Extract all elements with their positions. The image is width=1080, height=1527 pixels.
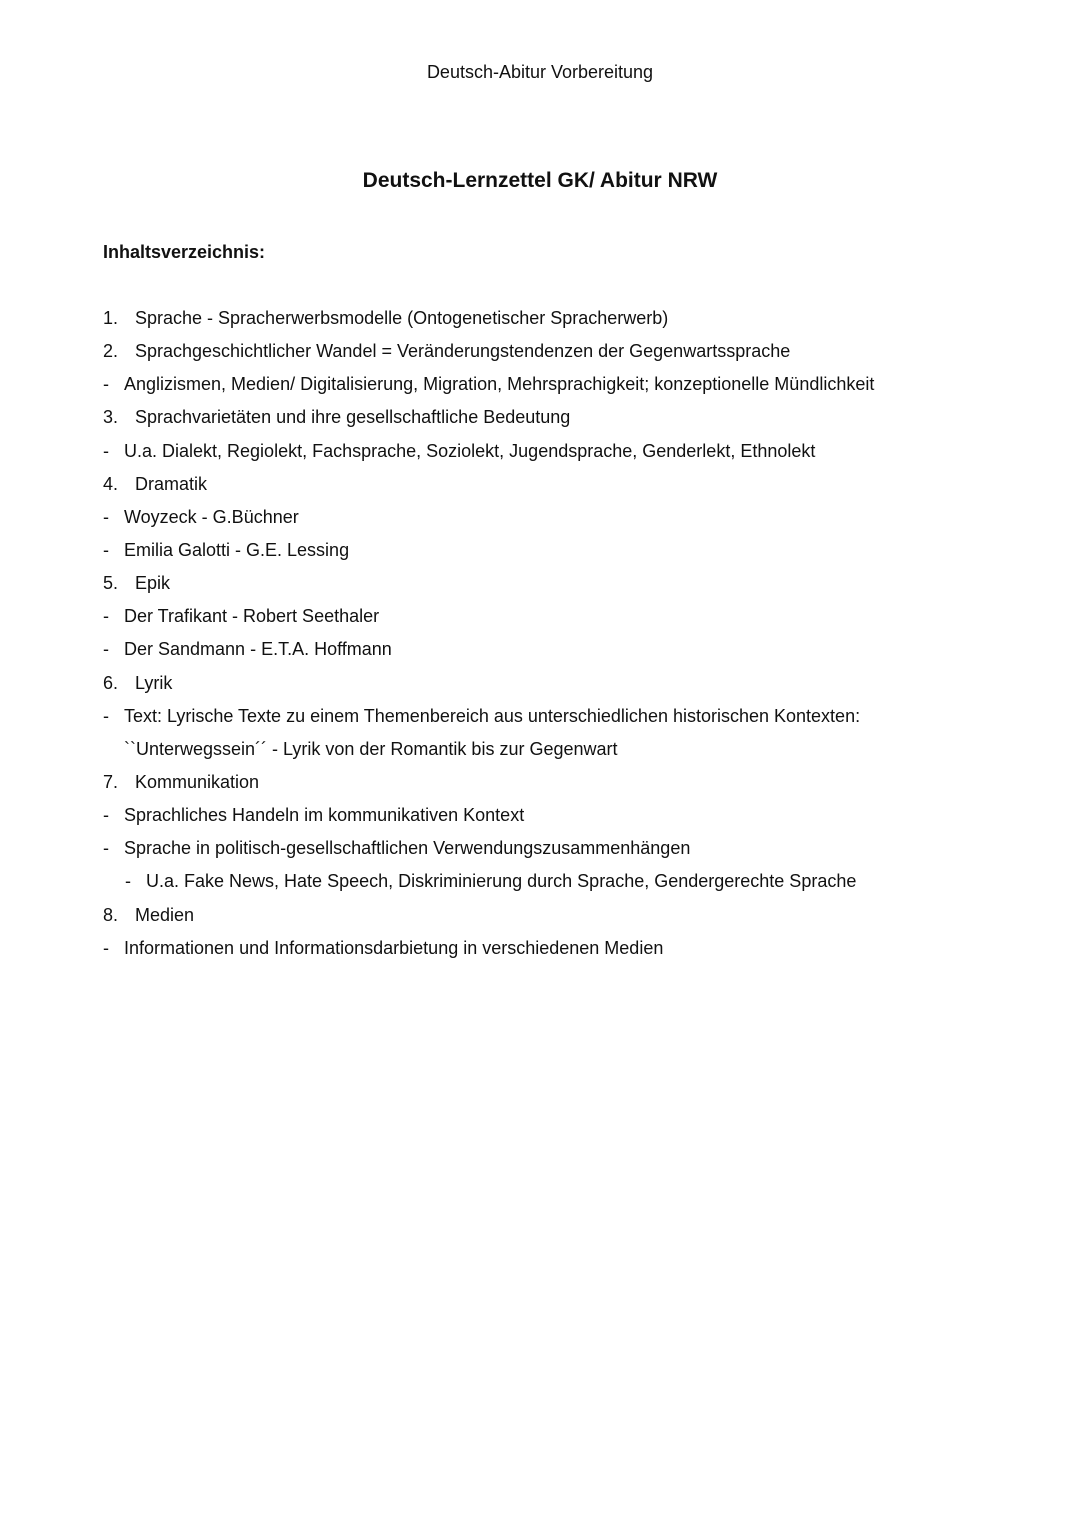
bullet-text: Text: Lyrische Texte zu einem Themenbereich aus unterschiedlichen historischen Kontexten: — [124, 705, 861, 726]
section-number: 3. — [103, 407, 119, 428]
table-of-contents — [103, 305, 1003, 968]
bullet-dash: - — [103, 440, 109, 461]
section-number: 6. — [103, 672, 119, 693]
bullet-dash: - — [103, 539, 109, 560]
section-title: Sprachgeschichtlicher Wandel = Veränderungstendenzen der Gegenwartssprache — [135, 341, 791, 362]
toc-section — [103, 305, 1003, 338]
bullet-dash: - — [103, 639, 109, 660]
bullet-text: Woyzeck - G.Büchner — [124, 506, 299, 527]
section-number: 7. — [103, 771, 119, 792]
bullet-text: Sprache in politisch-gesellschaftlichen Verwendungszusammenhängen — [124, 838, 691, 859]
bullet-text: U.a. Dialekt, Regiolekt, Fachsprache, Soziolekt, Jugendsprache, Genderlekt, Ethnolekt — [124, 440, 816, 461]
toc-bullet — [103, 835, 1003, 868]
toc-bullet — [103, 802, 1003, 835]
bullet-text: Der Trafikant - Robert Seethaler — [124, 606, 380, 627]
toc-bullet — [103, 935, 1003, 968]
toc-section — [103, 769, 1003, 802]
toc-sub-bullet — [103, 868, 1003, 901]
toc-section — [103, 404, 1003, 437]
bullet-text: Informationen und Informationsdarbietung in verschiedenen Medien — [124, 937, 664, 958]
section-number: 2. — [103, 341, 119, 362]
toc-bullet — [103, 371, 1003, 404]
bullet-text: Anglizismen, Medien/ Digitalisierung, Migration, Mehrsprachigkeit; konzeptionelle Mündlichkeit — [124, 374, 875, 395]
bullet-text: U.a. Fake News, Hate Speech, Diskriminierung durch Sprache, Gendergerechte Sprache — [146, 871, 857, 892]
section-title: Epik — [135, 573, 171, 594]
toc-bullet-continuation — [103, 736, 1003, 769]
toc-bullet — [103, 537, 1003, 570]
toc-bullet — [103, 603, 1003, 636]
section-title: Kommunikation — [135, 771, 260, 792]
toc-section — [103, 570, 1003, 603]
bullet-dash: - — [103, 374, 109, 395]
bullet-text: Der Sandmann - E.T.A. Hoffmann — [124, 639, 392, 660]
toc-section — [103, 471, 1003, 504]
section-title: Lyrik — [135, 672, 173, 693]
toc-heading: Inhaltsverzeichnis: — [103, 242, 266, 262]
bullet-dash: - — [103, 606, 109, 627]
toc-bullet — [103, 703, 1003, 736]
bullet-dash: - — [125, 871, 131, 892]
section-number: 8. — [103, 904, 119, 925]
bullet-text: ``Unterwegssein´´ - Lyrik von der Romantik bis zur Gegenwart — [124, 738, 618, 759]
toc-section — [103, 902, 1003, 935]
toc-bullet — [103, 438, 1003, 471]
bullet-dash: - — [103, 506, 109, 527]
section-title: Medien — [135, 904, 195, 925]
section-number: 1. — [103, 308, 119, 328]
section-title: Sprachvarietäten und ihre gesellschaftliche Bedeutung — [135, 407, 571, 428]
section-title: Sprache - Spracherwerbsmodelle (Ontogenetischer Spracherwerb) — [135, 308, 669, 328]
bullet-text: Emilia Galotti - G.E. Lessing — [124, 539, 350, 560]
bullet-dash: - — [103, 705, 109, 726]
page-header: Deutsch-Abitur Vorbereitung — [426, 62, 654, 82]
section-number: 5. — [103, 573, 119, 594]
toc-section — [103, 670, 1003, 703]
bullet-dash: - — [103, 937, 109, 958]
toc-bullet — [103, 504, 1003, 537]
bullet-text: Sprachliches Handeln im kommunikativen Kontext — [124, 805, 525, 826]
bullet-dash: - — [103, 838, 109, 859]
section-title: Dramatik — [135, 473, 208, 494]
toc-section — [103, 338, 1003, 371]
document-title: Deutsch-Lernzettel GK/ Abitur NRW — [362, 169, 718, 192]
section-number: 4. — [103, 473, 119, 494]
bullet-dash: - — [103, 805, 109, 826]
toc-bullet — [103, 636, 1003, 669]
